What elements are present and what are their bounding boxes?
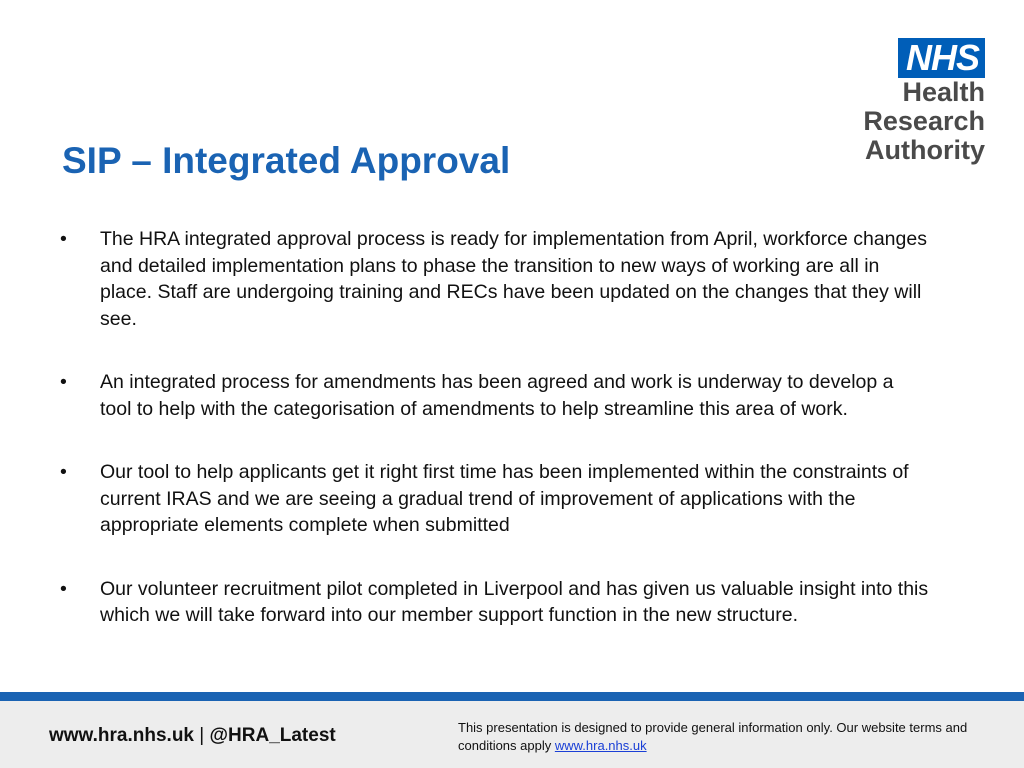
bullet-text: An integrated process for amendments has been agreed and work is underway to develop a tool to help with the categorisation of amendments to help streamline this area of work. [100,371,894,420]
nhs-logo-badge: NHS [898,38,985,78]
bullet-list [60,226,930,666]
footer-accent-bar [0,692,1024,701]
footer-separator: | [199,725,205,746]
bullet-text: Our tool to help applicants get it right first time has been implemented within the constraints of current IRAS and we are seeing a gradual trend of improvement of applications with the appropriate elements complete when submitted [100,461,909,536]
logo-org-line-2: Authority [865,135,985,165]
footer-contact [49,725,336,747]
bullet-point-icon: • [60,371,67,393]
footer-twitter-handle[interactable]: @HRA_Latest [209,725,336,746]
bullet-point-icon: • [60,228,67,250]
bullet-item [60,226,930,332]
bullet-point-icon: • [60,577,67,600]
footer [0,701,1024,768]
slide-title: SIP – Integrated Approval [62,140,511,181]
footer-website-link[interactable]: www.hra.nhs.uk [49,725,194,746]
bullet-item [60,576,930,629]
bullet-text: Our volunteer recruitment pilot completed in Liverpool and has given us valuable insight into this which we will take forward into our member support function in the new structure. [100,577,929,626]
logo-org-line-1: Health Research [863,77,985,136]
footer-disclaimer [458,719,998,755]
bullet-point-icon: • [60,461,67,483]
disclaimer-website-link[interactable]: www.hra.nhs.uk [554,738,647,753]
disclaimer-text: This presentation is designed to provide general information only. Our website terms and conditions apply [458,720,968,753]
hra-logo [780,38,985,165]
bullet-text: The HRA integrated approval process is ready for implementation from April, workforce changes and detailed implementation plans to phase the transition to new ways of working are all in place. Staff are undergoing training and RECs have been updated on the changes that they will see. [100,228,927,330]
bullet-item [60,369,930,422]
bullet-item [60,459,930,539]
